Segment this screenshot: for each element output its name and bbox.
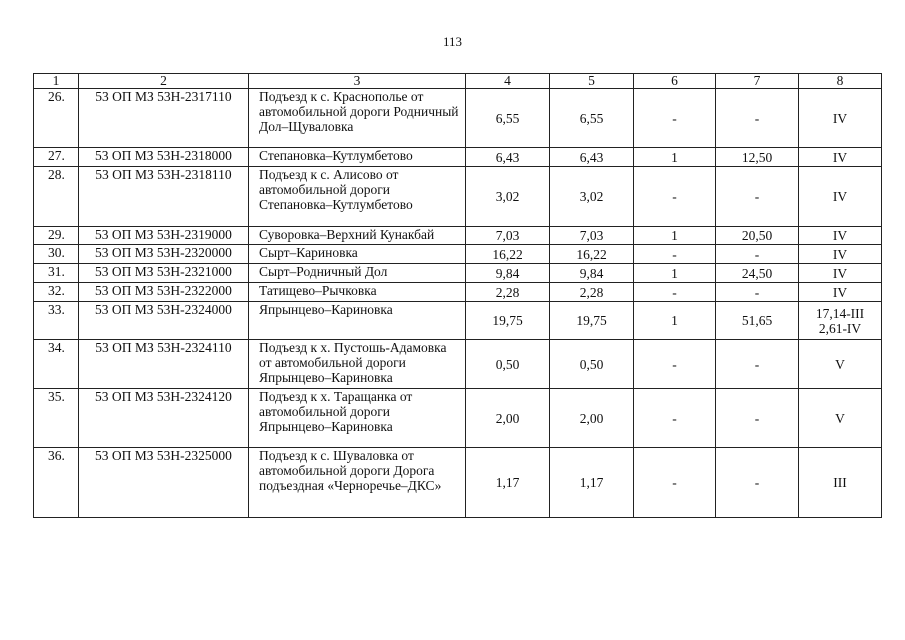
- table-row: [34, 448, 882, 518]
- col-4-value: 16,22: [466, 245, 550, 264]
- col-6-value: -: [634, 340, 716, 389]
- col-4-value: 2,28: [466, 283, 550, 302]
- col-6-value: 1: [634, 264, 716, 283]
- col-6-value: 1: [634, 302, 716, 340]
- header-col-3: 3: [249, 74, 466, 89]
- col-6-value: 1: [634, 148, 716, 167]
- row-number: 34.: [34, 340, 79, 389]
- table-row: [34, 389, 882, 448]
- col-5-value: 3,02: [550, 167, 634, 227]
- road-code: 53 ОП МЗ 53Н-2318110: [79, 167, 249, 227]
- col-8-value: IV: [799, 167, 882, 227]
- road-name: Сырт–Кариновка: [249, 245, 466, 264]
- road-code: 53 ОП МЗ 53Н-2320000: [79, 245, 249, 264]
- col-4-value: 0,50: [466, 340, 550, 389]
- road-name: Подъезд к с. Краснополье от автомобильной дороги Родничный Дол–Щуваловка: [249, 89, 466, 148]
- col-5-value: 2,28: [550, 283, 634, 302]
- header-row: [34, 74, 882, 89]
- header-col-2: 2: [79, 74, 249, 89]
- road-code: 53 ОП МЗ 53Н-2324110: [79, 340, 249, 389]
- col-7-value: -: [716, 448, 799, 518]
- table-row: [34, 302, 882, 340]
- row-number: 30.: [34, 245, 79, 264]
- col-5-value: 19,75: [550, 302, 634, 340]
- row-number: 33.: [34, 302, 79, 340]
- col-5-value: 16,22: [550, 245, 634, 264]
- col-6-value: -: [634, 448, 716, 518]
- row-number: 36.: [34, 448, 79, 518]
- roads-table: [33, 73, 882, 518]
- row-number: 27.: [34, 148, 79, 167]
- road-name: Япрынцево–Кариновка: [249, 302, 466, 340]
- col-8-value: IV: [799, 264, 882, 283]
- col-7-value: 51,65: [716, 302, 799, 340]
- row-number: 26.: [34, 89, 79, 148]
- col-6-value: 1: [634, 227, 716, 245]
- col-7-value: 24,50: [716, 264, 799, 283]
- header-col-1: 1: [34, 74, 79, 89]
- table-row: [34, 148, 882, 167]
- col-4-value: 19,75: [466, 302, 550, 340]
- road-name: Сырт–Родничный Дол: [249, 264, 466, 283]
- col-6-value: -: [634, 245, 716, 264]
- table-row: [34, 167, 882, 227]
- table-row: [34, 264, 882, 283]
- col-7-value: 12,50: [716, 148, 799, 167]
- row-number: 28.: [34, 167, 79, 227]
- row-number: 32.: [34, 283, 79, 302]
- col-5-value: 7,03: [550, 227, 634, 245]
- col-8-value: V: [799, 340, 882, 389]
- col-5-value: 6,55: [550, 89, 634, 148]
- road-code: 53 ОП МЗ 53Н-2325000: [79, 448, 249, 518]
- col-8-value: III: [799, 448, 882, 518]
- road-name: Степановка–Кутлумбетово: [249, 148, 466, 167]
- road-name: Татищево–Рычковка: [249, 283, 466, 302]
- col-7-value: -: [716, 389, 799, 448]
- row-number: 35.: [34, 389, 79, 448]
- col-4-value: 2,00: [466, 389, 550, 448]
- road-name: Подъезд к с. Алисово от автомобильной дороги Степановка–Кутлумбетово: [249, 167, 466, 227]
- road-code: 53 ОП МЗ 53Н-2324000: [79, 302, 249, 340]
- header-col-4: 4: [466, 74, 550, 89]
- col-8-value: IV: [799, 283, 882, 302]
- col-8-value: IV: [799, 148, 882, 167]
- row-number: 31.: [34, 264, 79, 283]
- header-col-5: 5: [550, 74, 634, 89]
- col-7-value: -: [716, 340, 799, 389]
- road-name: Подъезд к х. Таращанка от автомобильной дороги Япрынцево–Кариновка: [249, 389, 466, 448]
- col-4-value: 1,17: [466, 448, 550, 518]
- road-name: Суворовка–Верхний Кунакбай: [249, 227, 466, 245]
- col-5-value: 2,00: [550, 389, 634, 448]
- col-8-value: IV: [799, 245, 882, 264]
- road-name: Подъезд к х. Пустошь-Адамовка от автомобильной дороги Япрынцево–Кариновка: [249, 340, 466, 389]
- row-number: 29.: [34, 227, 79, 245]
- col-7-value: -: [716, 167, 799, 227]
- col-6-value: -: [634, 389, 716, 448]
- col-6-value: -: [634, 283, 716, 302]
- table-row: [34, 227, 882, 245]
- road-code: 53 ОП МЗ 53Н-2317110: [79, 89, 249, 148]
- road-code: 53 ОП МЗ 53Н-2318000: [79, 148, 249, 167]
- road-code: 53 ОП МЗ 53Н-2324120: [79, 389, 249, 448]
- table-row: [34, 245, 882, 264]
- header-col-7: 7: [716, 74, 799, 89]
- col-7-value: 20,50: [716, 227, 799, 245]
- page-number: 113: [442, 34, 463, 49]
- col-4-value: 6,55: [466, 89, 550, 148]
- col-7-value: -: [716, 283, 799, 302]
- col-8-value: IV: [799, 227, 882, 245]
- col-4-value: 7,03: [466, 227, 550, 245]
- col-4-value: 9,84: [466, 264, 550, 283]
- col-6-value: -: [634, 167, 716, 227]
- col-8-value: 17,14-III 2,61-IV: [799, 302, 882, 340]
- road-code: 53 ОП МЗ 53Н-2322000: [79, 283, 249, 302]
- road-code: 53 ОП МЗ 53Н-2321000: [79, 264, 249, 283]
- col-5-value: 1,17: [550, 448, 634, 518]
- col-7-value: -: [716, 89, 799, 148]
- road-name: Подъезд к с. Шуваловка от автомобильной дороги Дорога подъездная «Черноречье–ДКС»: [249, 448, 466, 518]
- col-5-value: 0,50: [550, 340, 634, 389]
- col-8-value: IV: [799, 89, 882, 148]
- col-4-value: 6,43: [466, 148, 550, 167]
- road-code: 53 ОП МЗ 53Н-2319000: [79, 227, 249, 245]
- table-row: [34, 89, 882, 148]
- header-col-6: 6: [634, 74, 716, 89]
- table-row: [34, 283, 882, 302]
- col-7-value: -: [716, 245, 799, 264]
- col-5-value: 6,43: [550, 148, 634, 167]
- col-5-value: 9,84: [550, 264, 634, 283]
- table-row: [34, 340, 882, 389]
- col-4-value: 3,02: [466, 167, 550, 227]
- header-col-8: 8: [799, 74, 882, 89]
- col-6-value: -: [634, 89, 716, 148]
- col-8-value: V: [799, 389, 882, 448]
